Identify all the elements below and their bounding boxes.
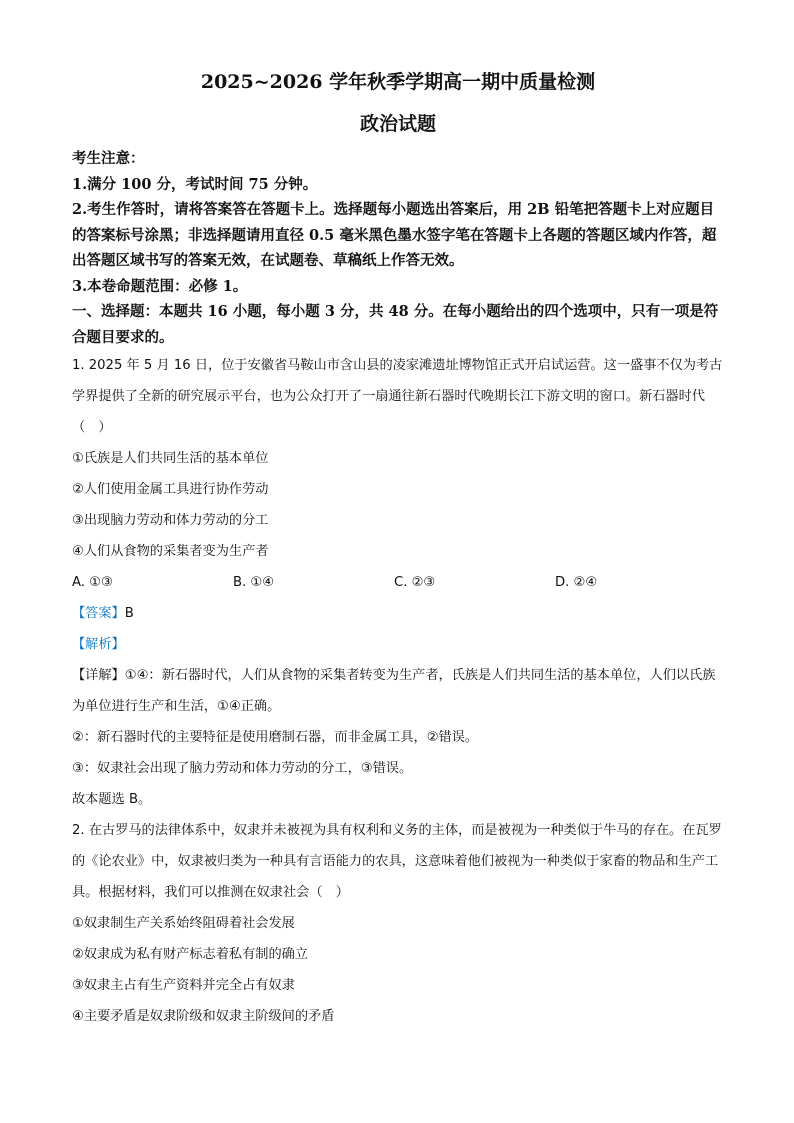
notice-heading: 考生注意： (72, 150, 145, 167)
document-page (72, 66, 724, 1032)
exam-title: 2025~2026 学年秋季学期高一期中质量检测 (200, 71, 596, 93)
notice-item: 1.满分 100 分，考试时间 75 分钟。 (72, 175, 318, 193)
option-b: B. ①④ (233, 575, 275, 590)
option-d: D. ②④ (555, 575, 598, 590)
statement: ③出现脑力劳动和体力劳动的分工 (72, 513, 269, 528)
question-stem: 2. 在古罗马的法律体系中，奴隶并未被视为具有权利和义务的主体，而是被视为一种类似于牛马的存在。在瓦罗的《论农业》中，奴隶被归类为一种具有言语能力的农具，这意味着他们被视为一种类似于家畜的物品和生产工具。根据材料，我们可以推测在奴隶社会（ ） (72, 823, 722, 900)
analysis-line (72, 629, 724, 660)
question-stem: 1. 2025 年 5 月 16 日，位于安徽省马鞍山市含山县的凌家滩遗址博物馆正式开启试运营。这一盛事不仅为考古学界提供了全新的研究展示平台，也为公众打开了一扇通往新石器时代晚期长江下游文明的窗口。新石器时代（ ） (72, 358, 723, 435)
detail-text: ③：奴隶社会出现了脑力劳动和体力劳动的分工，③错误。 (72, 761, 413, 776)
statement: ③奴隶主占有生产资料并完全占有奴隶 (72, 978, 295, 993)
statement: ④主要矛盾是奴隶阶级和奴隶主阶级间的矛盾 (72, 1009, 335, 1024)
notice-item: 2.考生作答时，请将答案答在答题卡上。选择题每小题选出答案后，用 2B 铅笔把答题卡上对应题目的答案标号涂黑；非选择题请用直径 0.5 毫米黑色墨水签字笔在答题卡上各题的答题区域内作答，超出答题区域书写的答案无效，在试题卷、草稿纸上作答无效。 (72, 201, 717, 269)
answer-options (72, 567, 724, 598)
analysis-tag: 【解析】 (72, 637, 125, 652)
answer-value: B (124, 606, 134, 621)
answer-tag: 【答案】 (72, 606, 125, 621)
statement: ②人们使用金属工具进行协作劳动 (72, 482, 269, 497)
candidate-notice (72, 146, 724, 299)
statement: ④人们从食物的采集者变为生产者 (72, 544, 269, 559)
detail-text: 故本题选 B。 (72, 792, 152, 807)
answer-line (72, 598, 724, 629)
detail-text: ①④：新石器时代，人们从食物的采集者转变为生产者，氏族是人们共同生活的基本单位，人们以氏族为单位进行生产和生活，①④正确。 (72, 668, 716, 714)
section-heading: 一、选择题：本题共 16 小题，每小题 3 分，共 48 分。在每小题给出的四个选项中，只有一项是符合题目要求的。 (72, 303, 719, 346)
detail-tag: 【详解】 (72, 668, 125, 683)
question-2 (72, 815, 724, 1032)
notice-item: 3.本卷命题范围：必修 1。 (72, 277, 248, 295)
detail-line (72, 660, 724, 722)
exam-subject: 政治试题 (359, 113, 436, 135)
option-a: A. ①③ (72, 575, 113, 590)
option-c: C. ②③ (394, 575, 436, 590)
question-1 (72, 350, 724, 815)
statement: ①奴隶制生产关系始终阻碍着社会发展 (72, 916, 295, 931)
statement: ②奴隶成为私有财产标志着私有制的确立 (72, 947, 309, 962)
statement: ①氏族是人们共同生活的基本单位 (72, 451, 269, 466)
detail-text: ②：新石器时代的主要特征是使用磨制石器，而非金属工具，②错误。 (72, 730, 479, 745)
